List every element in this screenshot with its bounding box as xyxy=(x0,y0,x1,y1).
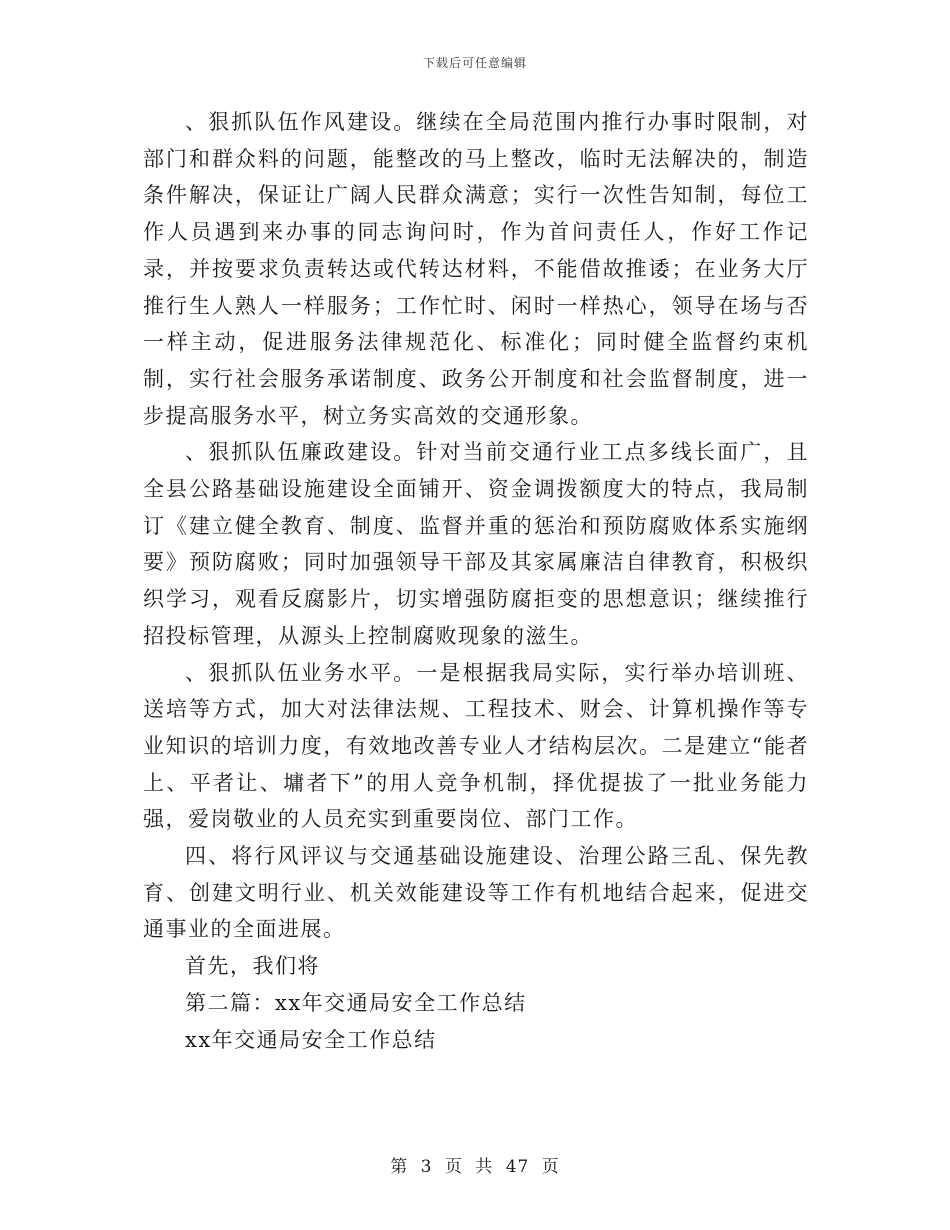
paragraph-style-building: 、狠抓队伍作风建设。继续在全局范围内推行办事时限制，对部门和群众料的问题，能整改的马上整改，临时无法解决的，制造条件解决，保证让广阔人民群众满意；实行一次性告知制，每位工作人员遇到来办事的同志询问时，作为首问责任人，作好工作记录，并按要求负责转达或代转达材料，不能借故推诿；在业务大厅推行生人熟人一样服务；工作忙时、闲时一样热心，领导在场与否一样主动，促进服务法律规范化、标准化；同时健全监督约束机制，实行社会服务承诺制度、政务公开制度和社会监督制度，进一步提高服务水平，树立务实高效的交通形象。 xyxy=(143,110,809,428)
page-number-footer: 第 3 页 共 47 页 xyxy=(390,1157,560,1177)
document-body xyxy=(143,104,809,1058)
paragraph-integrity-building: 、狠抓队伍廉政建设。针对当前交通行业工点多线长面广，且全县公路基础设施建设全面铺开、资金调拨额度大的特点，我局制订《建立健全教育、制度、监督并重的惩治和预防腐败体系实施纲要》预防腐败；同时加强领导干部及其家属廉洁自律教育，积极织织学习，观看反腐影片，切实增强防腐拒变的思想意识；继续推行招投标管理，从源头上控制腐败现象的滋生。 xyxy=(143,440,809,648)
paragraph-chapter-two-title: xx年交通局安全工作总结 xyxy=(185,1027,437,1052)
paragraph-first-we-will: 首先，我们将 xyxy=(185,954,320,979)
paragraph-professional-level: 、狠抓队伍业务水平。一是根据我局实际，实行举办培训班、送培等方式，加大对法律法规、工程技术、财会、计算机操作等专业知识的培训力度，有效地改善专业人才结构层次。二是建立“能者上、平者让、墉者下”的用人竞争机制，择优提拔了一批业务能力强，爱岗敬业的人员充实到重要岗位、部门工作。 xyxy=(143,660,809,832)
paragraph-section-four: 四、将行风评议与交通基础设施建设、治理公路三乱、保先教育、创建文明行业、机关效能建设等工作有机地结合起来，促进交通事业的全面进展。 xyxy=(143,844,809,942)
header-note: 下载后可任意编辑 xyxy=(422,56,527,70)
paragraph-chapter-two-heading: 第二篇：xx年交通局安全工作总结 xyxy=(185,990,527,1015)
